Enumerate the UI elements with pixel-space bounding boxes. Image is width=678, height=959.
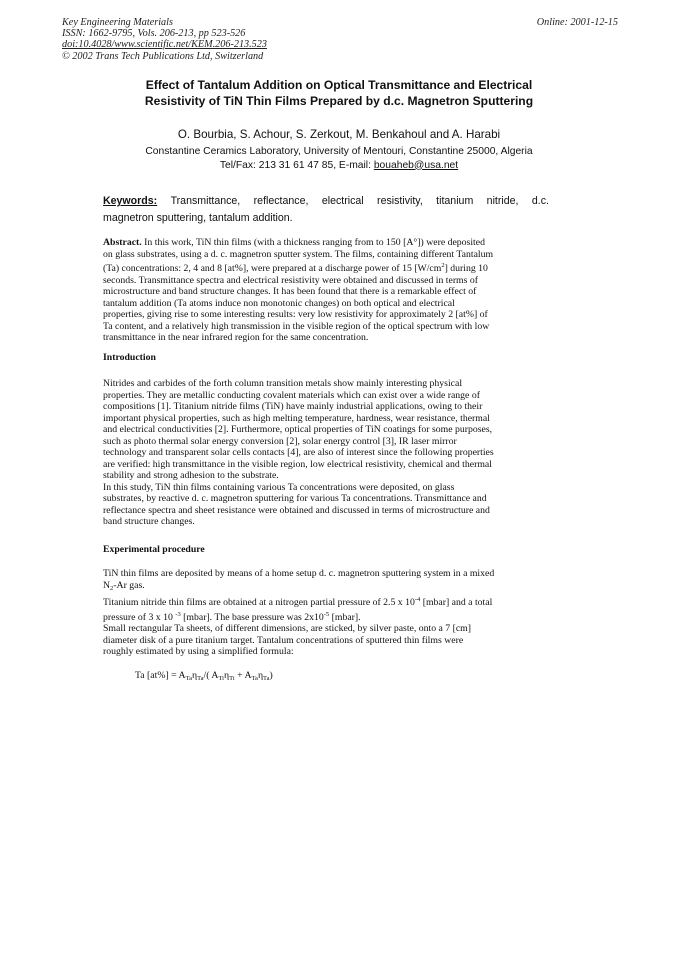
exp-line: pressure of 3 x 10 $^{-3}$ [mbar]. The base pressure was $2x10^{-5}$ [mbar].	[103, 610, 361, 623]
abstract	[103, 237, 549, 344]
email-link[interactable]: bouaheb@usa.net	[373, 159, 459, 171]
journal-name: Key Engineering Materials	[62, 17, 173, 28]
exp-line: Small rectangular Ta sheets, of different dimensions, are sticked, by silver paste, onto a 7 [cm]	[103, 623, 471, 634]
abstract-line: Abstract. In this work, TiN thin films (with a thickness ranging from to 150 [A°]) were deposited	[103, 237, 485, 248]
intro-line: substrates, by reactive d. c. magnetron sputtering for various Ta concentrations. Transmittance and	[103, 493, 487, 504]
affiliation	[60, 145, 618, 172]
intro-line: In this study, TiN thin films containing various Ta concentrations were deposited, on glass	[103, 481, 455, 493]
abstract-line: seconds. Transmittance spectra and electrical resistivity were obtained and discussed in terms of	[103, 274, 478, 286]
intro-line: technology and transparent solar cells contacts [4], are also of interest since the following properties	[103, 447, 494, 458]
intro-line: compositions [1]. Titanium nitride films (TiN) have mainly industrial applications, owing to their	[103, 401, 483, 412]
introduction-body	[103, 378, 549, 528]
experimental-heading: Experimental procedure	[103, 544, 205, 555]
title-line-1: Effect of Tantalum Addition on Optical Transmittance and Electrical	[145, 78, 533, 92]
abstract-line: tantalum addition (Ta atoms induce non monotonic changes) on both optical and electrical	[103, 297, 455, 309]
keyword: titanium	[436, 195, 474, 207]
keyword: Transmittance,	[170, 195, 241, 207]
keywords-label: Keywords:	[103, 195, 158, 207]
keyword: nitride,	[486, 195, 519, 207]
keywords-block	[103, 193, 549, 226]
exp-line: Titanium nitride thin films are obtained at a nitrogen partial pressure of 2.5 x $10^{-4}$ [mbar] and a total	[103, 596, 493, 608]
keyword: electrical	[321, 195, 364, 207]
keyword: reflectance,	[253, 195, 309, 207]
issn-line: ISSN: 1662-9795, Vols. 206-213, pp 523-526	[62, 28, 246, 40]
exp-line: $N_2-Ar$ gas.	[103, 579, 145, 592]
keyword: resistivity,	[377, 195, 423, 207]
abstract-line: properties, giving rise to some interesting results: very low resistivity for approximately 2 [at%] of	[103, 309, 488, 320]
keyword: d.c.	[531, 195, 549, 207]
paper-title	[60, 77, 618, 109]
author-list: O. Bourbia, S. Achour, S. Zerkout, M. Benkahoul and A. Harabi	[177, 128, 501, 141]
keywords-line-1	[103, 193, 549, 210]
abstract-label: Abstract.	[103, 237, 142, 248]
abstract-line: Ta content, and a relatively high transmission in the visible region of the optical spectrum with low	[103, 320, 490, 332]
intro-line: are verified: high transmittance in the visible region, low electrical resistivity, chemical and thermal	[103, 458, 492, 470]
exp-line: roughly estimated by using a simplified formula:	[103, 646, 294, 657]
online-date: Online: 2001-12-15	[536, 17, 618, 28]
abstract-line: transmittance in the near infrared region for the same concentration.	[103, 332, 369, 343]
exp-line: TiN thin films are deposited by means of a home setup d. c. magnetron sputtering system in a mixed	[103, 568, 495, 579]
copyright-line: © 2002 Trans Tech Publications Ltd, Switzerland	[62, 50, 264, 62]
concentration-formula: Ta $[at\%] = A_{Ta}\eta_{Ta}/$( $A_{Ti}\eta_{Ti} + A_{Ta}\eta_{Ta}$)	[135, 670, 273, 682]
abstract-line: (Ta) concentrations: 2, 4 and 8 [at%], were prepared at a discharge power of 15 $[W/cm^2]$ during 10	[103, 262, 488, 274]
intro-line: and electrical conductivities [2]. Furthermore, optical properties of TiN coatings for some purposes,	[103, 424, 493, 435]
exp-line: diameter disk of a pure titanium target. Tantalum concentrations of sputtered thin films were	[103, 634, 464, 646]
intro-line: such as photo thermal solar energy conversion [2], solar energy control [3], IR laser mirror	[103, 435, 457, 447]
experimental-body	[103, 568, 549, 658]
affiliation-line: Constantine Ceramics Laboratory, University of Mentouri, Constantine 25000, Algeria	[145, 146, 533, 157]
intro-line: band structure changes.	[103, 516, 195, 527]
keywords-line-2: magnetron sputtering, tantalum addition.	[103, 211, 293, 224]
abstract-line: on glass substrates, using a d. c. magnetron sputter system. The films, containing different Tantalum	[103, 248, 494, 260]
intro-line: properties. They are metallic conducting covalent materials which can exist over a wide range of	[103, 389, 480, 401]
intro-line: stability and strong adhesion to the substrate.	[103, 470, 279, 481]
tel-text: Tel/Fax: 213 31 61 47 85, E-mail:	[219, 159, 374, 171]
introduction-heading: Introduction	[103, 352, 156, 363]
doi-link[interactable]: doi:10.4028/www.scientific.net/KEM.206-213.523	[62, 39, 267, 51]
intro-line: reflectance spectra and sheet resistance were obtained and discussed in terms of microstructure and	[103, 504, 490, 516]
title-line-2: Resistivity of TiN Thin Films Prepared by d.c. Magnetron Sputtering	[144, 94, 534, 108]
journal-header	[62, 17, 392, 62]
contact-line	[60, 159, 618, 173]
abstract-line: microstructure and band structure changes. It has been found that there is a remarkable effect of	[103, 286, 477, 297]
intro-line: Nitrides and carbides of the forth column transition metals show mainly interesting physical	[103, 378, 463, 389]
intro-line: important physical properties, such as high melting temperature, hardness, wear resistance, thermal	[103, 412, 490, 424]
